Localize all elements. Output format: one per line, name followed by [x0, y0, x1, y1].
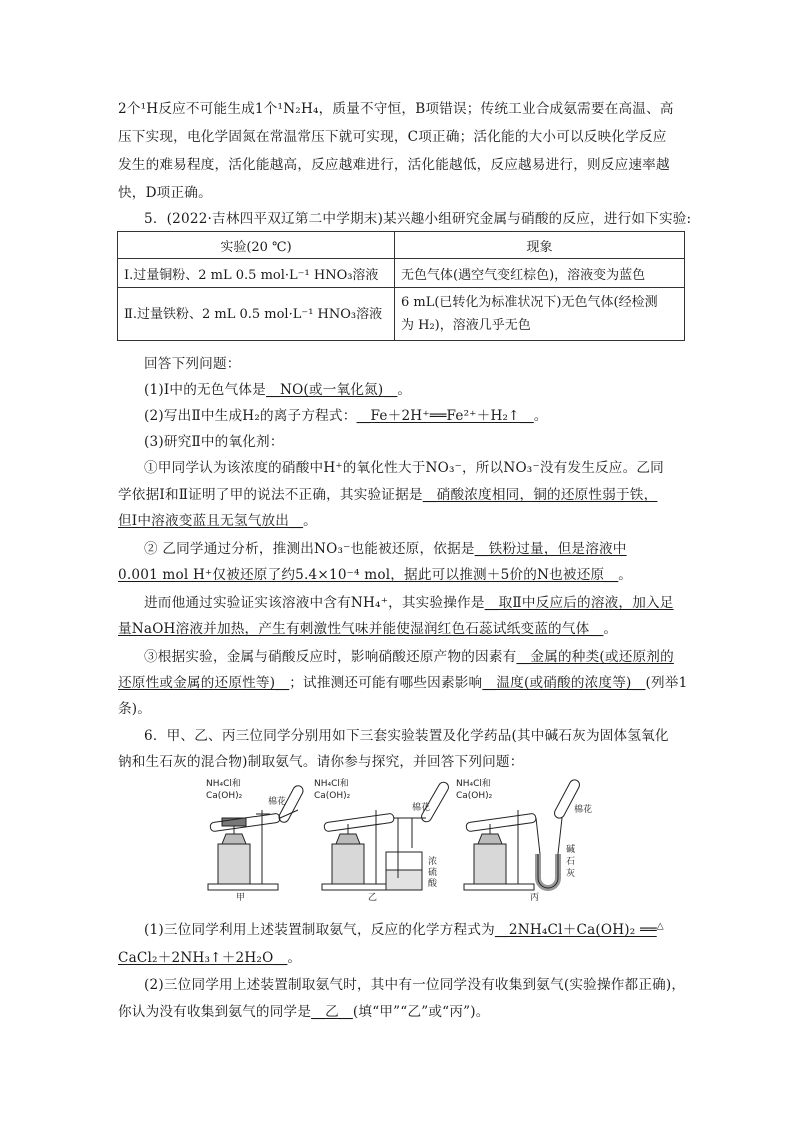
q5-part3c-answer-cont: 量NaOH溶液并加热，产生有刺激性气味并能使湿润红色石蕊试纸变蓝的气体__	[118, 621, 604, 637]
q5-part3a-answer-cont: 但Ⅰ中溶液变蓝且无氢气放出__	[118, 513, 304, 529]
q5-part3a-answer: __硝酸浓度相同，铜的还原性弱于铁，	[422, 487, 658, 503]
q5-part3b-answer-cont: 0.001 mol H⁺仅被还原了约5.4×10⁻⁴ mol，据此可以推测＋5价的N也被还原__	[118, 567, 619, 583]
table-row2-experiment: Ⅱ.过量铁粉、2 mL 0.5 mol·L⁻¹ HNO₃溶液	[118, 288, 395, 341]
lime-label-1: 碱	[566, 845, 576, 855]
q5-part3a-line1: ①甲同学认为该浓度的硝酸中H⁺的氧化性大于NO₃⁻，所以NO₃⁻没有发生反应。乙同	[144, 460, 664, 476]
q5-part3d-line2	[118, 671, 687, 691]
q5-part3b-end: 。	[618, 567, 633, 583]
q6-stem-line2: 钠和生石灰的混合物)制取氨气。请你参与探究，并回答下列问题：	[118, 754, 524, 770]
q6-part2-line1: (2)三位同学用上述装置制取氨气时，其中有一位同学没有收集到氨气(实验操作都正确)，	[144, 977, 686, 993]
q5-part3c-line1	[144, 591, 674, 611]
reagent-label-b-2: Ca(OH)₂	[314, 791, 351, 801]
q5-part3c-line2	[118, 617, 617, 637]
lime-label-3: 灰	[566, 869, 576, 879]
label-bing: 丙	[530, 893, 540, 902]
q5-part3a-line2-prefix: 学依据Ⅰ和Ⅱ证明了甲的说法不正确，其实验证据是	[118, 487, 423, 503]
q5-part3d-prefix: ③根据实验，金属与硝酸反应时，影响硝酸还原产物的因素有	[144, 649, 517, 665]
q5-part3d-mid: ；试推测还可能有哪些因素影响	[289, 675, 483, 691]
q5-part3a-line3	[118, 509, 317, 529]
table-row1-experiment: Ⅰ.过量铜粉、2 mL 0.5 mol·L⁻¹ HNO₃溶液	[118, 259, 395, 288]
reagent-label-a-2: Ca(OH)₂	[206, 791, 243, 801]
q5-part1-end: 。	[397, 382, 412, 398]
acid-label-2: 硫	[428, 868, 438, 878]
reagent-label-b-1: NH₄Cl和	[314, 779, 349, 789]
table-row2-phenomenon-line1: 6 mL(已转化为标准状况下)无色气体(经检测	[401, 295, 658, 310]
q5-part3c-end: 。	[603, 621, 618, 637]
reagent-label-c-1: NH₄Cl和	[456, 779, 491, 789]
table-row2-phenomenon-line2: 为 H₂)，溶液几乎无色	[401, 318, 531, 333]
table-header-experiment: 实验(20 ℃)	[118, 232, 395, 259]
q5-part3c-answer: __取Ⅱ中反应后的溶液，加入足	[484, 595, 674, 611]
q6-part1-prefix: (1)三位同学利用上述装置制取氨气，反应的化学方程式为	[144, 922, 495, 938]
lime-label-2: 石	[566, 857, 576, 867]
label-jia: 甲	[236, 893, 246, 902]
q5-part3d-end: (列举1	[645, 675, 688, 691]
q5-part3-prefix: (3)研究Ⅱ中的氧化剂：	[144, 434, 284, 450]
q6-stem-line1: 6．甲、乙、丙三位同学分别用如下三套实验装置及化学药品(其中碱石灰为固体氢氧化	[144, 728, 669, 744]
q5-part3a-line2	[118, 483, 657, 503]
q5-part3d-answer2: __温度(或硝酸的浓度等)__	[482, 675, 646, 691]
label-yi: 乙	[368, 893, 378, 902]
experiment-table	[117, 231, 685, 341]
q5-part3d-answer: __金属的种类(或还原剂的	[516, 649, 674, 665]
q5-part2-answer: __Fe＋2H⁺══Fe²⁺＋H₂↑__	[356, 408, 534, 424]
q6-part1-answer-cont: CaCl₂＋2NH₃↑＋2H₂O__	[118, 950, 288, 966]
q5-part2-prefix: (2)写出Ⅱ中生成H₂的离子方程式：	[144, 408, 357, 424]
q6-part1-answer: __2NH₄Cl＋Ca(OH)₂ ══	[494, 922, 657, 938]
q5-part3b-answer: __铁粉过量，但是溶液中	[474, 541, 627, 557]
apparatus-figure	[200, 774, 600, 902]
prev-para-line-1: 2个¹H反应不可能生成1个¹N₂H₄，质量不守恒，B项错误；传统工业合成氨需要在高温、高	[118, 101, 674, 117]
q5-part3b-prefix: ② 乙同学通过分析，推测出NO₃⁻也能被还原，依据是	[144, 541, 475, 557]
q6-part1-line2	[118, 946, 301, 966]
q5-part1	[144, 378, 411, 398]
q6-part2-line2	[118, 1000, 490, 1020]
q6-part1-end: 。	[287, 950, 302, 966]
q5-stem: 5．(2022·吉林四平双辽第二中学期末)某兴趣小组研究金属与硝酸的反应，进行如下实验:	[144, 211, 692, 227]
cotton-label-a: 棉花	[268, 797, 287, 807]
prev-para-line-2: 压下实现，电化学固氮在常温常压下就可实现，C项正确；活化能的大小可以反映化学反应	[118, 129, 667, 145]
q5-part3c-prefix: 进而他通过实验证实该溶液中含有NH₄⁺，其实验操作是	[144, 595, 485, 611]
cotton-label-c: 棉花	[574, 805, 593, 815]
table-row1-phenomenon: 无色气体(遇空气变红棕色)，溶液变为蓝色	[395, 259, 685, 288]
answer-intro: 回答下列问题：	[144, 356, 241, 372]
q6-part2-end: (填“甲”“乙”或“丙”)。	[352, 1004, 490, 1020]
q5-part3a-end: 。	[303, 513, 317, 529]
acid-label-3: 酸	[428, 879, 438, 889]
q5-part1-prefix: (1)Ⅰ中的无色气体是	[144, 382, 266, 398]
table-row2-phenomenon	[395, 288, 685, 341]
q5-part2	[144, 404, 548, 424]
q5-part3b-line1	[144, 537, 627, 557]
q5-part3d-answer-cont: 还原性或金属的还原性等)__	[118, 675, 290, 691]
prev-para-line-3: 发生的难易程度，活化能越高，反应越难进行，活化能越低，反应越易进行，则反应速率越	[118, 157, 670, 173]
table-header-phenomenon: 现象	[395, 232, 685, 259]
q6-part2-prefix: 你认为没有收集到氨气的同学是	[118, 1004, 312, 1020]
acid-label-1: 浓	[428, 857, 438, 867]
q5-part3d-line3: 条)。	[118, 701, 152, 717]
reagent-label-a-1: NH₄Cl和	[206, 779, 241, 789]
q6-part1-line1	[144, 918, 664, 938]
q5-part3d-line1	[144, 645, 674, 665]
prev-para-line-4: 快，D项正确。	[118, 185, 212, 201]
q6-part2-answer: __乙__	[311, 1004, 353, 1020]
q6-part1-condition: △	[656, 921, 664, 932]
q5-part2-end: 。	[533, 408, 548, 424]
q5-part1-answer: __NO(或一氧化氮)__	[265, 382, 398, 398]
cotton-label-b: 棉花	[412, 803, 431, 813]
q5-part3b-line2	[118, 563, 632, 583]
reagent-label-c-2: Ca(OH)₂	[456, 791, 493, 801]
